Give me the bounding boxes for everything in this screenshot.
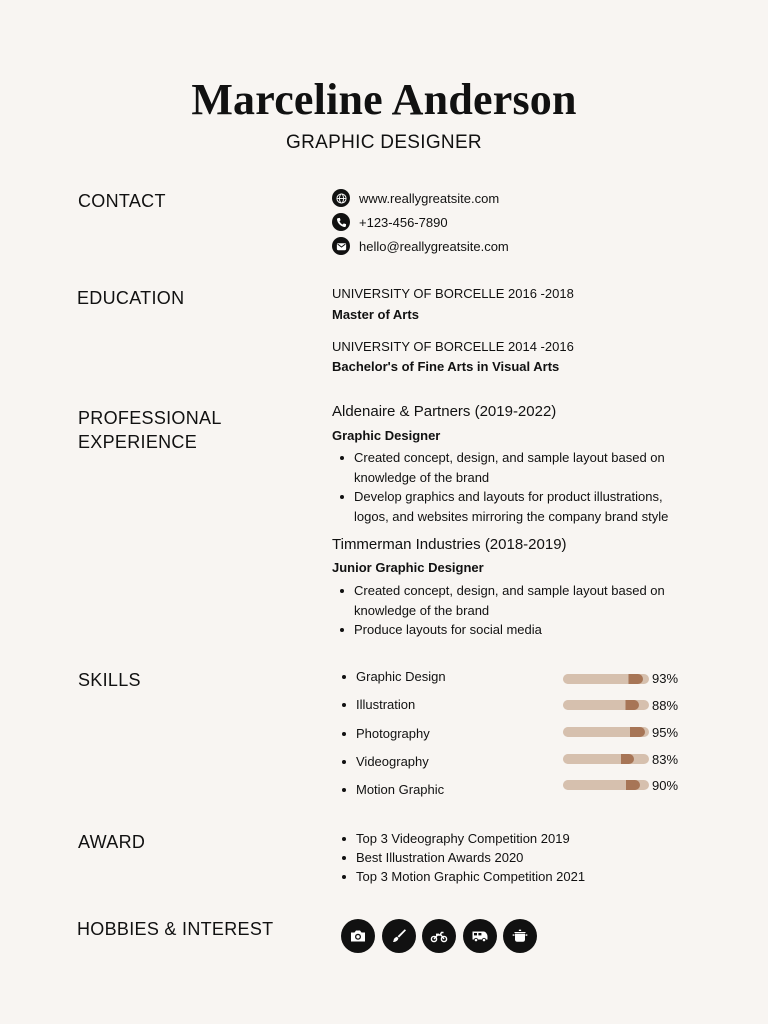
list-item: Created concept, design, and sample layout based on knowledge of the brand — [336, 448, 681, 487]
skill-bar-fill — [563, 780, 640, 790]
job-title: Graphic Designer — [332, 428, 441, 443]
mail-icon — [332, 237, 350, 255]
motorcycle-icon — [422, 919, 456, 953]
camera-icon — [341, 919, 375, 953]
cooking-pot-icon — [503, 919, 537, 953]
section-heading-experience-line1: PROFESSIONAL — [78, 408, 222, 428]
section-heading-experience — [78, 406, 222, 454]
skill-percent: 95% — [652, 725, 679, 740]
skill-name: Graphic Design — [342, 669, 446, 685]
list-item: Best Illustration Awards 2020 — [342, 848, 585, 867]
education-degree: Bachelor's of Fine Arts in Visual Arts — [332, 359, 560, 374]
contact-email[interactable] — [332, 235, 509, 257]
phone-icon — [332, 213, 350, 231]
education-degree: Master of Arts — [332, 307, 419, 322]
skill-bar-fill — [563, 754, 634, 764]
skill-bar-fill — [563, 727, 645, 737]
contact-website-text: www.reallygreatsite.com — [359, 190, 500, 206]
contact-phone[interactable] — [332, 211, 448, 233]
skill-bar-fill — [563, 700, 639, 710]
job-responsibilities — [336, 581, 681, 640]
skill-bar — [563, 754, 649, 764]
brush-icon — [382, 919, 416, 953]
award-list — [342, 829, 585, 886]
section-heading-experience-line2: EXPERIENCE — [78, 432, 198, 452]
contact-website[interactable] — [332, 187, 499, 209]
list-item: Develop graphics and layouts for product illustrations, logos, and websites mirroring the company brand style — [336, 487, 681, 526]
skill-bar — [563, 780, 649, 790]
contact-phone-text: +123-456-7890 — [359, 214, 448, 230]
section-heading-education: EDUCATION — [77, 288, 185, 308]
skill-percent: 83% — [652, 752, 679, 767]
camper-van-icon — [463, 919, 497, 953]
section-heading-award: AWARD — [78, 832, 146, 852]
hobby-icons — [341, 919, 544, 953]
skill-bar-fill — [563, 674, 643, 684]
section-heading-hobbies: HOBBIES & INTEREST — [77, 919, 274, 939]
skill-percent: 88% — [652, 698, 679, 713]
list-item: Top 3 Motion Graphic Competition 2021 — [342, 867, 585, 886]
list-item: Produce layouts for social media — [336, 620, 681, 640]
globe-icon — [332, 189, 350, 207]
education-school: UNIVERSITY OF BORCELLE 2016 -2018 — [332, 286, 574, 301]
skill-name: Videography — [342, 754, 429, 770]
job-company: Timmerman Industries (2018-2019) — [332, 536, 567, 553]
skill-bar — [563, 727, 649, 737]
contact-email-text: hello@reallygreatsite.com — [359, 238, 509, 254]
education-school: UNIVERSITY OF BORCELLE 2014 -2016 — [332, 339, 574, 354]
skill-percent: 93% — [652, 671, 679, 686]
section-heading-contact: CONTACT — [78, 191, 166, 211]
section-heading-skills: SKILLS — [78, 670, 141, 690]
skill-name: Illustration — [342, 697, 415, 713]
job-company: Aldenaire & Partners (2019-2022) — [332, 403, 557, 420]
job-title: Junior Graphic Designer — [332, 560, 484, 575]
job-role: GRAPHIC DESIGNER — [286, 132, 482, 153]
skill-name: Motion Graphic — [342, 782, 444, 798]
list-item: Top 3 Videography Competition 2019 — [342, 829, 585, 848]
job-responsibilities — [336, 448, 681, 526]
skill-bar — [563, 700, 649, 710]
skill-bar — [563, 674, 649, 684]
skill-percent: 90% — [652, 778, 679, 793]
skill-name: Photography — [342, 726, 430, 742]
resume-name: Marceline Anderson — [191, 75, 577, 124]
list-item: Created concept, design, and sample layout based on knowledge of the brand — [336, 581, 681, 620]
